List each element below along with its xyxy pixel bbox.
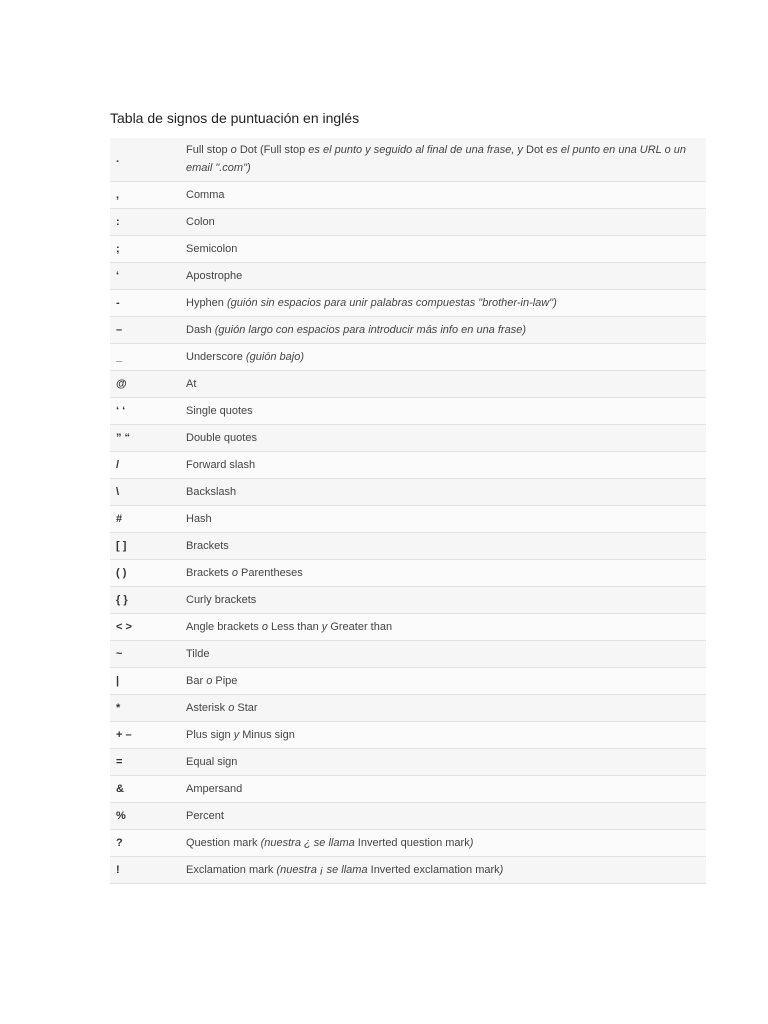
english-name: Less than <box>267 620 322 633</box>
english-name: Parentheses <box>237 566 303 579</box>
description-note: ) <box>469 836 474 849</box>
punctuation-symbol: ; <box>110 236 180 263</box>
punctuation-name <box>180 776 706 803</box>
table-row <box>110 290 706 317</box>
table-row <box>110 614 706 641</box>
punctuation-symbol: % <box>110 803 180 830</box>
english-name: Star <box>234 701 258 714</box>
description-note: (nuestra ¡ se llama <box>276 863 368 876</box>
punctuation-symbol: @ <box>110 371 180 398</box>
punctuation-symbol: \ <box>110 479 180 506</box>
punctuation-name <box>180 182 706 209</box>
punctuation-symbol: . <box>110 138 180 182</box>
punctuation-name <box>180 236 706 263</box>
punctuation-symbol: / <box>110 452 180 479</box>
table-row <box>110 641 706 668</box>
punctuation-symbol: [ ] <box>110 533 180 560</box>
punctuation-symbol: ” “ <box>110 425 180 452</box>
table-row <box>110 398 706 425</box>
table-row <box>110 263 706 290</box>
description-note: (nuestra ¿ se llama <box>260 836 355 849</box>
table-row <box>110 138 706 182</box>
english-name: Dot <box>236 144 260 156</box>
punctuation-symbol: ? <box>110 830 180 857</box>
english-name: At <box>186 377 197 390</box>
english-name: Bar <box>186 674 207 687</box>
punctuation-name <box>180 722 706 749</box>
description-note: o <box>261 620 268 633</box>
table-row <box>110 209 706 236</box>
english-name: Brackets <box>186 539 229 552</box>
english-name: Inverted question mark <box>354 836 470 849</box>
punctuation-name <box>180 317 706 344</box>
english-name: Minus sign <box>239 728 295 741</box>
description-note: es el punto y seguido al final de una frase, y <box>308 144 523 156</box>
punctuation-symbol: ~ <box>110 641 180 668</box>
table-row <box>110 722 706 749</box>
punctuation-symbol: ‘ ‘ <box>110 398 180 425</box>
english-name: Asterisk <box>186 701 229 714</box>
table-row <box>110 236 706 263</box>
table-row <box>110 803 706 830</box>
description-note: y <box>233 728 240 741</box>
punctuation-name <box>180 452 706 479</box>
punctuation-symbol: | <box>110 668 180 695</box>
punctuation-symbol: + – <box>110 722 180 749</box>
table-row <box>110 857 706 884</box>
table-row <box>110 668 706 695</box>
description-note: es el punto en una URL o un email ".com") <box>186 144 687 174</box>
english-name: Plus sign <box>186 728 234 741</box>
table-body <box>110 138 706 884</box>
table-row <box>110 317 706 344</box>
english-name: (Full stop <box>260 144 309 156</box>
punctuation-symbol: * <box>110 695 180 722</box>
description-note: y <box>321 620 328 633</box>
punctuation-name <box>180 209 706 236</box>
table-row <box>110 344 706 371</box>
punctuation-symbol: ! <box>110 857 180 884</box>
table-row <box>110 371 706 398</box>
english-name: Curly brackets <box>186 593 257 606</box>
table-row <box>110 533 706 560</box>
english-name: Backslash <box>186 485 237 498</box>
english-name: Question mark <box>186 836 261 849</box>
table-row <box>110 776 706 803</box>
description-note: (guión sin espacios para unir palabras compuestas "brother-in-law") <box>226 296 557 309</box>
punctuation-name <box>180 587 706 614</box>
punctuation-name <box>180 371 706 398</box>
english-name: Forward slash <box>186 458 256 471</box>
punctuation-name <box>180 614 706 641</box>
punctuation-name <box>180 533 706 560</box>
punctuation-table <box>110 138 706 884</box>
table-row <box>110 749 706 776</box>
punctuation-symbol: : <box>110 209 180 236</box>
table-row <box>110 587 706 614</box>
punctuation-name <box>180 830 706 857</box>
punctuation-name <box>180 398 706 425</box>
punctuation-symbol: _ <box>110 344 180 371</box>
english-name: Single quotes <box>186 404 253 417</box>
punctuation-name <box>180 290 706 317</box>
punctuation-name <box>180 749 706 776</box>
english-name: Inverted exclamation mark <box>367 863 500 876</box>
punctuation-symbol: & <box>110 776 180 803</box>
punctuation-symbol: – <box>110 317 180 344</box>
table-row <box>110 479 706 506</box>
description-note: (guión largo con espacios para introducir más info en una frase) <box>214 323 526 336</box>
english-name: Semicolon <box>186 242 238 255</box>
description-note: (guión bajo) <box>245 350 305 363</box>
table-row <box>110 830 706 857</box>
punctuation-symbol: < > <box>110 614 180 641</box>
table-row <box>110 695 706 722</box>
english-name: Exclamation mark <box>186 863 277 876</box>
english-name: Dot <box>522 144 547 156</box>
table-row <box>110 560 706 587</box>
english-name: Angle brackets <box>186 620 262 633</box>
english-name: Ampersand <box>186 782 243 795</box>
punctuation-symbol: # <box>110 506 180 533</box>
description-note: o <box>231 566 238 579</box>
punctuation-symbol: ( ) <box>110 560 180 587</box>
english-name: Hash <box>186 512 212 525</box>
punctuation-symbol: { } <box>110 587 180 614</box>
punctuation-name <box>180 641 706 668</box>
punctuation-name <box>180 479 706 506</box>
punctuation-name <box>180 695 706 722</box>
english-name: Full stop <box>186 144 231 156</box>
punctuation-name <box>180 344 706 371</box>
punctuation-name <box>180 506 706 533</box>
english-name: Colon <box>186 215 215 228</box>
table-row <box>110 425 706 452</box>
punctuation-name <box>180 263 706 290</box>
punctuation-symbol: - <box>110 290 180 317</box>
punctuation-name <box>180 857 706 884</box>
page-title: Tabla de signos de puntuación en inglés <box>110 110 360 126</box>
description-note: o <box>230 144 237 156</box>
punctuation-name <box>180 668 706 695</box>
punctuation-symbol: , <box>110 182 180 209</box>
description-note: ) <box>499 863 504 876</box>
punctuation-name <box>180 138 706 182</box>
english-name: Comma <box>186 188 225 201</box>
table-row <box>110 452 706 479</box>
punctuation-name <box>180 803 706 830</box>
english-name: Brackets <box>186 566 232 579</box>
english-name: Double quotes <box>186 431 257 444</box>
punctuation-name <box>180 425 706 452</box>
english-name: Apostrophe <box>186 269 243 282</box>
english-name: Pipe <box>212 674 238 687</box>
english-name: Hyphen <box>186 296 227 309</box>
english-name: Equal sign <box>186 755 238 768</box>
english-name: Percent <box>186 809 224 822</box>
table-row <box>110 182 706 209</box>
english-name: Greater than <box>327 620 393 633</box>
punctuation-symbol: ‘ <box>110 263 180 290</box>
table-row <box>110 506 706 533</box>
description-note: o <box>206 674 213 687</box>
english-name: Tilde <box>186 647 210 660</box>
english-name: Underscore <box>186 350 246 363</box>
english-name: Dash <box>186 323 215 336</box>
description-note: o <box>228 701 235 714</box>
punctuation-name <box>180 560 706 587</box>
punctuation-symbol: = <box>110 749 180 776</box>
